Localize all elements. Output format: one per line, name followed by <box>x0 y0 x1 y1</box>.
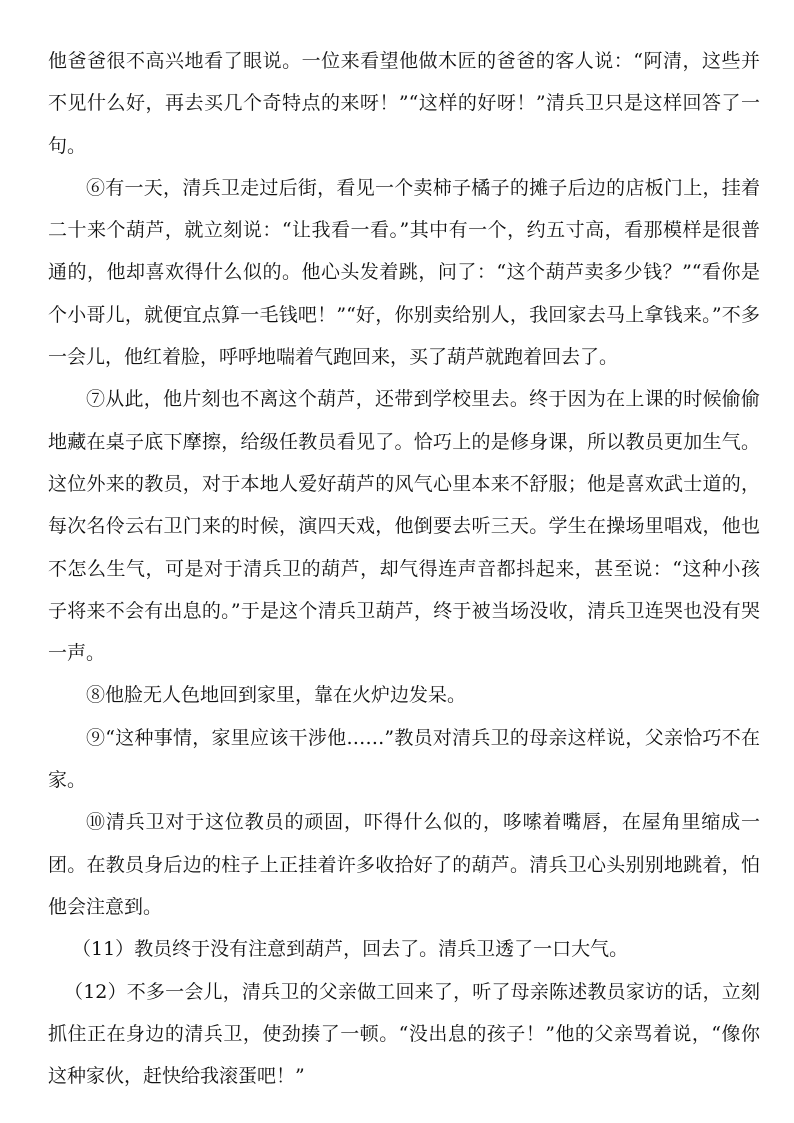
paragraph-7: ⑦从此，他片刻也不离这个葫芦，还带到学校里去。终于因为在上课的时候偷偷地藏在桌子底下摩擦，给级任教员看见了。恰巧上的是修身课，所以教员更加生气。这位外来的教员，对于本地人爱好葫芦的风气心里本来不舒服；他是喜欢武士道的，每次名伶云右卫门来的时候，演四天戏，他倒要去听三天。学生在操场里唱戏，他也不怎么生气，可是对于清兵卫的葫芦，却气得连声音都抖起来，甚至说：“这种小孩子将来不会有出息的。”于是这个清兵卫葫芦，终于被当场没收，清兵卫连哭也没有哭一声。 <box>48 388 760 665</box>
paragraph-8: ⑧他脸无人色地回到家里，靠在火炉边发呆。 <box>86 684 467 707</box>
paragraph-10: ⑩清兵卫对于这位教员的顽固，吓得什么似的，哆嗦着嘴唇，在屋角里缩成一团。在教员身后边的柱子上正挂着许多收拾好了的葫芦。清兵卫心头别别地跳着，怕他会注意到。 <box>48 811 760 918</box>
document-page <box>48 40 760 1097</box>
paragraph-6: ⑥有一天，清兵卫走过后街，看见一个卖柿子橘子的摊子后边的店板门上，挂着二十来个葫芦，就立刻说：“让我看一看。”其中有一个，约五寸高，看那模样是很普通的，他却喜欢得什么似的。他心头发着跳，问了：“这个葫芦卖多少钱？”“看你是个小哥儿，就便宜点算一毛钱吧！”“好，你别卖给别人，我回家去马上拿钱来。”不多一会儿，他红着脸，呼呼地喘着气跑回来，买了葫芦就跑着回去了。 <box>48 176 760 369</box>
paragraph-11: （11）教员终于没有注意到葫芦，回去了。清兵卫透了一口大气。 <box>72 938 629 961</box>
paragraph-12: （12）不多一会儿，清兵卫的父亲做工回来了，听了母亲陈述教员家访的话，立刻抓住正在身边的清兵卫，使劲揍了一顿。“没出息的孩子！”他的父亲骂着说，“像你这种家伙，赶快给我滚蛋吧！” <box>48 980 760 1088</box>
paragraph-9: ⑨“这种事情，家里应该干涉他……”教员对清兵卫的母亲这样说，父亲恰巧不在家。 <box>48 726 760 792</box>
paragraph-continuation: 他爸爸很不高兴地看了眼说。一位来看望他做木匠的爸爸的客人说：“阿清，这些并不见什么好，再去买几个奇特点的来呀！”“这样的好呀！”清兵卫只是这样回答了一句。 <box>48 50 760 157</box>
